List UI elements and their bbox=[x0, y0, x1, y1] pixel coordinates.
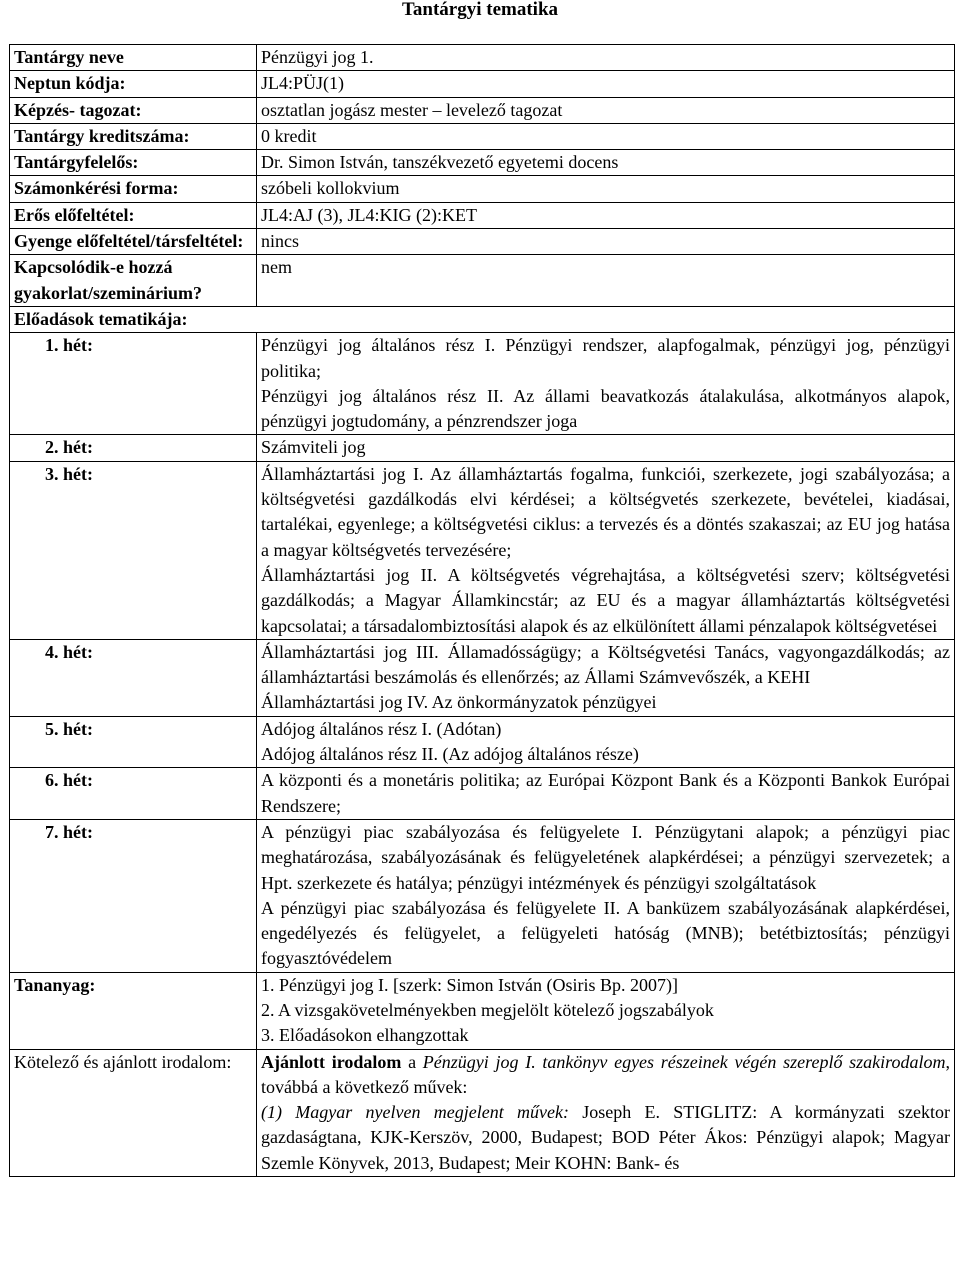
week-row bbox=[10, 716, 955, 768]
week-topics bbox=[257, 461, 955, 639]
lectures-heading: Előadások tematikája: bbox=[10, 306, 955, 332]
literature-label: Kötelező és ajánlott irodalom: bbox=[10, 1049, 257, 1176]
week-topics bbox=[257, 639, 955, 716]
week-topic-line: A pénzügyi piac szabályozása és felügyelete II. A banküzem szabályozásának alapkérdései, engedélyezés és felügyelet, a felügyeleti hatóság (MNB); betétbiztosítás; pénzügyi fogyasztóvédelem bbox=[261, 897, 950, 969]
tananyag-line: 2. A vizsgakövetelményekben megjelölt kötelező jogszabályok bbox=[261, 999, 714, 1020]
week-label: 6. hét: bbox=[10, 768, 257, 820]
week-topics bbox=[257, 716, 955, 768]
week-topic-line: Államháztartási jog I. Az államháztartás fogalma, funkciói, szerkezete, jogi szabályozása; a költségvetési gazdálkodás elvi kérdései; a költségvetés szerkezete, bevételei, kiadásai, tartalékai, egyenlege; a költségvetési ciklus: a tervezés és a döntés szakaszai; az EU jog hatása a magyar költségvetés tervezésére; bbox=[261, 463, 950, 560]
week-topic-line: Államháztartási jog IV. Az önkormányzatok pénzügyei bbox=[261, 692, 657, 713]
info-value: 0 kredit bbox=[257, 123, 955, 149]
tananyag-value bbox=[257, 972, 955, 1049]
tananyag-row bbox=[10, 972, 955, 1049]
info-label: Képzés- tagozat: bbox=[10, 97, 257, 123]
tananyag-line: 3. Előadásokon elhangzottak bbox=[261, 1025, 469, 1046]
literature-value bbox=[257, 1049, 955, 1176]
info-row-neptun-code bbox=[10, 71, 955, 97]
info-label: Tantárgyfelelős: bbox=[10, 150, 257, 176]
week-row bbox=[10, 435, 955, 461]
info-value: szóbeli kollokvium bbox=[257, 176, 955, 202]
literature-bold: Ajánlott irodalom bbox=[261, 1051, 402, 1072]
week-label: 1. hét: bbox=[10, 333, 257, 435]
info-value: Pénzügyi jog 1. bbox=[257, 45, 955, 71]
week-topic-line: Pénzügyi jog általános rész II. Az állami beavatkozás átalakulása, alkotmányos alapok, pénzügyi jogtudomány, a pénzrendszer joga bbox=[261, 385, 950, 432]
info-row-strong-prereq bbox=[10, 202, 955, 228]
week-topic-line: Államháztartási jog III. Államadósságügy; a Költségvetési Tanács, vagyongazdálkodás; az államháztartási beszámolás és ellenőrzés; az Állami Számvevőszék, a KEHI bbox=[261, 641, 950, 688]
info-row-responsible bbox=[10, 150, 955, 176]
literature-italic: (1) Magyar nyelven megjelent művek: bbox=[261, 1102, 569, 1123]
info-label: Kapcsolódik-e hozzá gyakorlat/szeminárium? bbox=[10, 255, 257, 307]
week-topic-line: Államháztartási jog II. A költségvetés végrehajtása, a költségvetési szerv; költségvetési gazdálkodás; a Magyar Államkincstár; az EU és a magyar államháztartás költségvetési kapcsolatai; a társadalombiztosítási alapok és az elkülönített állami pénzalapok költségvetései bbox=[261, 564, 950, 636]
info-label: Tantárgy neve bbox=[10, 45, 257, 71]
info-row-weak-prereq bbox=[10, 229, 955, 255]
info-value: nincs bbox=[257, 229, 955, 255]
literature-text: Joseph E. STIGLITZ: A kormányzati szektor gazdaságtana, KJK-Kerszöv, 2000, Budapest; BOD Péter Ákos: Pénzügyi alapok; Magyar Szemle Könyvek, 2013, Budapest; Meir KOHN: Bank- és bbox=[261, 1102, 950, 1173]
tananyag-line: 1. Pénzügyi jog I. [szerk: Simon István (Osiris Bp. 2007)] bbox=[261, 974, 678, 995]
week-topic-line: Adójog általános rész I. (Adótan) bbox=[261, 718, 502, 739]
lectures-heading-row bbox=[10, 306, 955, 332]
week-label: 7. hét: bbox=[10, 819, 257, 972]
literature-text: a bbox=[401, 1051, 423, 1072]
week-topic-line: A pénzügyi piac szabályozása és felügyelete I. Pénzügytani alapok; a pénzügyi piac meghatározása, szabályozásának és felügyeletének alapkérdései; a pénzügyi szervezetek; a Hpt. szerkezete és hatálya; pénzügyi intézmények és pénzügyi szolgáltatások bbox=[261, 821, 950, 893]
info-row-course-name bbox=[10, 45, 955, 71]
week-topics bbox=[257, 768, 955, 820]
info-label: Erős előfeltétel: bbox=[10, 202, 257, 228]
info-label: Számonkérési forma: bbox=[10, 176, 257, 202]
week-topic-line: Pénzügyi jog általános rész I. Pénzügyi rendszer, alapfogalmak, pénzügyi jog, pénzügyi politika; bbox=[261, 335, 950, 381]
week-row bbox=[10, 333, 955, 435]
literature-para-2 bbox=[261, 1100, 950, 1176]
week-topic-line: Adójog általános rész II. (Az adójog általános része) bbox=[261, 744, 639, 765]
info-value: JL4:AJ (3), JL4:KIG (2):KET bbox=[257, 202, 955, 228]
week-topics bbox=[257, 435, 955, 461]
info-label: Neptun kódja: bbox=[10, 71, 257, 97]
literature-text: , továbbá a következő művek: bbox=[261, 1051, 950, 1097]
literature-row bbox=[10, 1049, 955, 1176]
week-topic-line: A központi és a monetáris politika; az Európai Központ Bank és a Központi Bankok Európai Rendszere; bbox=[261, 770, 950, 816]
weeks-section bbox=[10, 333, 955, 972]
info-value: osztatlan jogász mester – levelező tagozat bbox=[257, 97, 955, 123]
week-topics bbox=[257, 333, 955, 435]
info-value: nem bbox=[257, 255, 955, 307]
info-row-exam-form bbox=[10, 176, 955, 202]
tananyag-label: Tananyag: bbox=[10, 972, 257, 1049]
week-topic-line: Számviteli jog bbox=[261, 437, 366, 458]
week-label: 5. hét: bbox=[10, 716, 257, 768]
page-title: Tantárgyi tematika bbox=[401, 0, 559, 20]
info-row-credits bbox=[10, 123, 955, 149]
week-label: 3. hét: bbox=[10, 461, 257, 639]
info-label: Gyenge előfeltétel/társfeltétel: bbox=[10, 229, 257, 255]
week-row bbox=[10, 819, 955, 972]
syllabus-table bbox=[9, 44, 955, 1177]
literature-italic: Pénzügyi jog I. tankönyv egyes részeinek végén szereplő szakirodalom bbox=[422, 1051, 946, 1072]
week-row bbox=[10, 461, 955, 639]
week-row bbox=[10, 639, 955, 716]
literature-para-1 bbox=[261, 1050, 950, 1101]
info-value: JL4:PÜJ(1) bbox=[257, 71, 955, 97]
week-label: 2. hét: bbox=[10, 435, 257, 461]
info-label: Tantárgy kreditszáma: bbox=[10, 123, 257, 149]
week-topics bbox=[257, 819, 955, 972]
info-row-training bbox=[10, 97, 955, 123]
week-label: 4. hét: bbox=[10, 639, 257, 716]
week-row bbox=[10, 768, 955, 820]
info-row-seminar bbox=[10, 255, 955, 307]
info-value: Dr. Simon István, tanszékvezető egyetemi docens bbox=[257, 150, 955, 176]
